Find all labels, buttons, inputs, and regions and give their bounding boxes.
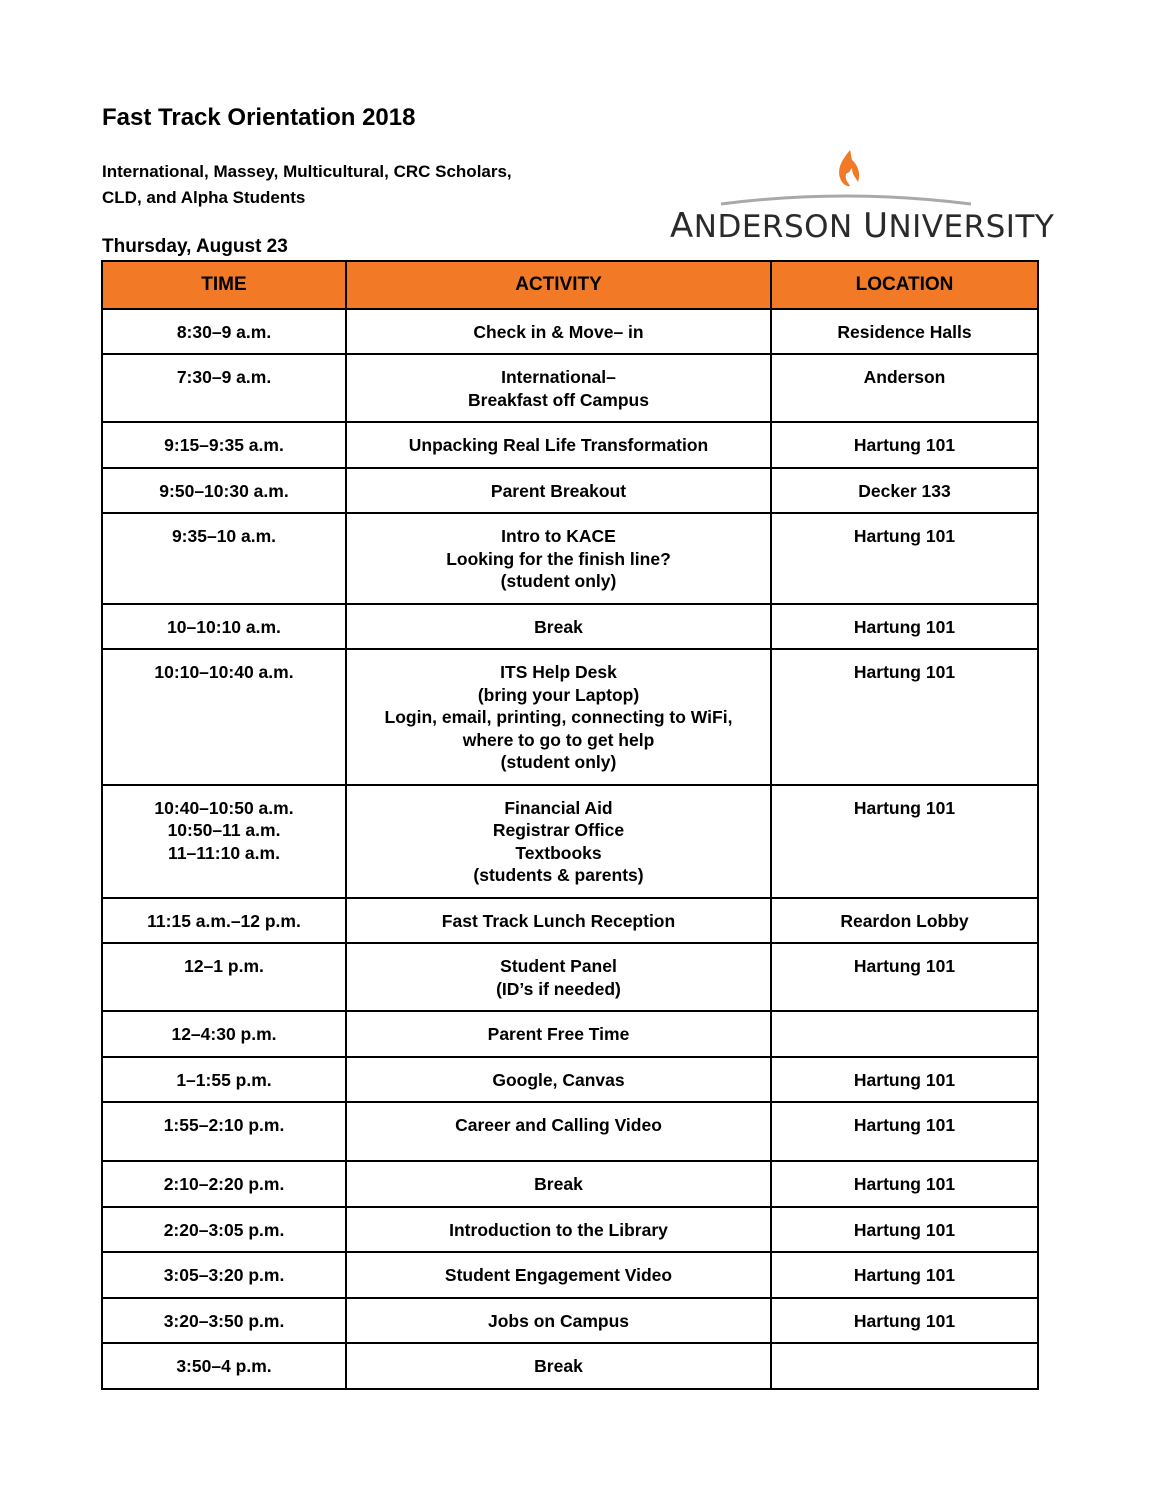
page-title: Fast Track Orientation 2018 [102, 104, 416, 131]
location-cell [771, 898, 1038, 944]
activity-line: International– [501, 367, 616, 387]
time-cell [102, 354, 346, 422]
subtitle-line: International, Massey, Multicultural, CRC Scholars, [102, 162, 512, 181]
time-cell [102, 513, 346, 604]
location-line: Residence Halls [837, 321, 972, 342]
location-cell [771, 513, 1038, 604]
location-line: Hartung 101 [853, 1310, 956, 1331]
activity-line: Student Panel [500, 956, 617, 976]
activity-cell [346, 1343, 771, 1389]
activity-line: (students & parents) [473, 865, 644, 885]
table-row [102, 604, 1038, 650]
time-line: 10:40–10:50 a.m. [154, 797, 294, 818]
time-line: 9:50–10:30 a.m. [159, 480, 289, 501]
activity-line: Textbooks [515, 842, 602, 863]
activity-line: Looking for the finish line? [446, 548, 671, 569]
table-row [102, 513, 1038, 604]
table-row [102, 354, 1038, 422]
location-cell [771, 1252, 1038, 1298]
table-row [102, 1298, 1038, 1344]
activity-cell [346, 604, 771, 650]
time-cell [102, 785, 346, 898]
activity-line: (bring your Laptop) [477, 684, 640, 705]
location-cell [771, 1057, 1038, 1103]
location-cell [771, 1343, 1038, 1389]
activity-line: Check in & Move– in [473, 321, 644, 342]
time-line: 7:30–9 a.m. [176, 367, 272, 387]
activity-cell [346, 785, 771, 898]
time-line: 12–4:30 p.m. [171, 1024, 277, 1044]
table-row [102, 1057, 1038, 1103]
column-header-activity: ACTIVITY [346, 261, 771, 309]
location-cell [771, 1207, 1038, 1253]
table-header-row [102, 261, 1038, 309]
time-line: 11:15 a.m.–12 p.m. [147, 910, 301, 931]
time-line: 11–11:10 a.m. [168, 842, 280, 863]
activity-line: Parent Breakout [490, 480, 627, 501]
time-line: 3:20–3:50 p.m. [163, 1310, 285, 1331]
time-cell [102, 422, 346, 468]
location-line: Hartung 101 [853, 526, 956, 546]
time-cell [102, 1252, 346, 1298]
time-cell [102, 943, 346, 1011]
location-line: Hartung 101 [853, 435, 956, 455]
table-row [102, 422, 1038, 468]
time-line: 10:10–10:40 a.m. [154, 662, 294, 682]
location-cell [771, 943, 1038, 1011]
activity-cell [346, 943, 771, 1011]
activity-line: Parent Free Time [487, 1024, 630, 1044]
location-cell [771, 354, 1038, 422]
activity-cell [346, 468, 771, 514]
time-line: 8:30–9 a.m. [176, 321, 272, 342]
activity-line: Intro to KACE [501, 526, 616, 546]
time-line: 1–1:55 p.m. [176, 1069, 272, 1090]
column-header-location: LOCATION [771, 261, 1038, 309]
location-cell [771, 309, 1038, 355]
table-row [102, 468, 1038, 514]
activity-cell [346, 1102, 771, 1161]
table-row [102, 1102, 1038, 1161]
location-cell [771, 1298, 1038, 1344]
table-row [102, 785, 1038, 898]
activity-cell [346, 1207, 771, 1253]
activity-cell [346, 422, 771, 468]
activity-line: Jobs on Campus [488, 1310, 629, 1331]
table-row [102, 309, 1038, 355]
time-line: 3:05–3:20 p.m. [163, 1265, 285, 1285]
location-cell [771, 604, 1038, 650]
time-line: 9:15–9:35 a.m. [164, 435, 284, 455]
time-cell [102, 1057, 346, 1103]
table-row [102, 1252, 1038, 1298]
location-line: Hartung 101 [853, 956, 956, 976]
time-line: 12–1 p.m. [184, 956, 264, 976]
time-cell [102, 1298, 346, 1344]
logo-wordmark: ANDERSON UNIVERSITY [670, 206, 1055, 246]
time-line: 2:10–2:20 p.m. [163, 1174, 285, 1194]
activity-line: Unpacking Real Life Transformation [408, 435, 709, 455]
activity-line: (ID’s if needed) [496, 978, 621, 999]
time-cell [102, 468, 346, 514]
time-cell [102, 1011, 346, 1057]
time-cell [102, 1161, 346, 1207]
activity-line: Introduction to the Library [449, 1219, 668, 1240]
location-line: Hartung 101 [853, 1265, 956, 1285]
location-cell [771, 649, 1038, 785]
activity-line: Google, Canvas [492, 1069, 625, 1090]
schedule-date: Thursday, August 23 [102, 236, 288, 257]
column-header-time: TIME [102, 261, 346, 309]
activity-line: Fast Track Lunch Reception [441, 910, 676, 931]
table-row [102, 649, 1038, 785]
activity-cell [346, 1057, 771, 1103]
flame-arc-icon [666, 148, 1028, 208]
time-cell [102, 309, 346, 355]
time-line: 10–10:10 a.m. [167, 616, 281, 637]
schedule-body [102, 309, 1038, 1389]
time-line: 3:50–4 p.m. [176, 1356, 272, 1376]
time-cell [102, 649, 346, 785]
location-cell [771, 1011, 1038, 1057]
location-line: Hartung 101 [853, 797, 956, 818]
activity-cell [346, 649, 771, 785]
location-cell [771, 785, 1038, 898]
location-line: Hartung 101 [853, 1174, 956, 1194]
audience-subtitle [102, 159, 622, 211]
activity-line: where to go to get help [462, 729, 655, 750]
location-cell [771, 1161, 1038, 1207]
activity-line: Financial Aid [504, 797, 613, 818]
activity-cell [346, 898, 771, 944]
location-cell [771, 468, 1038, 514]
time-line: 2:20–3:05 p.m. [163, 1219, 285, 1240]
schedule-table [101, 260, 1039, 1390]
activity-line: (student only) [500, 571, 617, 591]
subtitle-line: CLD, and Alpha Students [102, 188, 306, 207]
activity-line: Break [534, 1174, 583, 1194]
activity-line: Career and Calling Video [455, 1115, 662, 1135]
time-cell [102, 898, 346, 944]
location-line: Anderson [863, 367, 946, 387]
location-line: Hartung 101 [853, 1069, 956, 1090]
table-row [102, 1011, 1038, 1057]
table-row [102, 1207, 1038, 1253]
activity-cell [346, 309, 771, 355]
anderson-university-logo [666, 148, 1055, 248]
location-line: Hartung 101 [853, 1115, 956, 1135]
table-row [102, 898, 1038, 944]
activity-cell [346, 354, 771, 422]
activity-line: Registrar Office [492, 820, 625, 840]
activity-line: Breakfast off Campus [468, 389, 649, 410]
time-line: 1:55–2:10 p.m. [163, 1115, 285, 1135]
activity-line: ITS Help Desk [500, 662, 617, 682]
table-row [102, 1343, 1038, 1389]
time-cell [102, 1343, 346, 1389]
location-cell [771, 1102, 1038, 1161]
time-line: 9:35–10 a.m. [171, 526, 277, 546]
activity-line: Break [534, 1356, 583, 1376]
location-line: Hartung 101 [853, 1219, 956, 1240]
activity-cell [346, 1161, 771, 1207]
time-cell [102, 1207, 346, 1253]
table-row [102, 1161, 1038, 1207]
time-cell [102, 604, 346, 650]
activity-line: Break [534, 616, 583, 637]
activity-line: Student Engagement Video [444, 1265, 673, 1285]
activity-line: Login, email, printing, connecting to WiFi, [384, 707, 733, 727]
table-row [102, 943, 1038, 1011]
location-cell [771, 422, 1038, 468]
activity-cell [346, 513, 771, 604]
location-line: Hartung 101 [853, 662, 956, 682]
activity-cell [346, 1011, 771, 1057]
location-line: Decker 133 [858, 480, 951, 501]
activity-line: (student only) [500, 752, 617, 772]
activity-cell [346, 1298, 771, 1344]
time-line: 10:50–11 a.m. [167, 820, 281, 840]
time-cell [102, 1102, 346, 1161]
location-line: Reardon Lobby [840, 910, 969, 931]
activity-cell [346, 1252, 771, 1298]
location-line: Hartung 101 [853, 616, 956, 637]
